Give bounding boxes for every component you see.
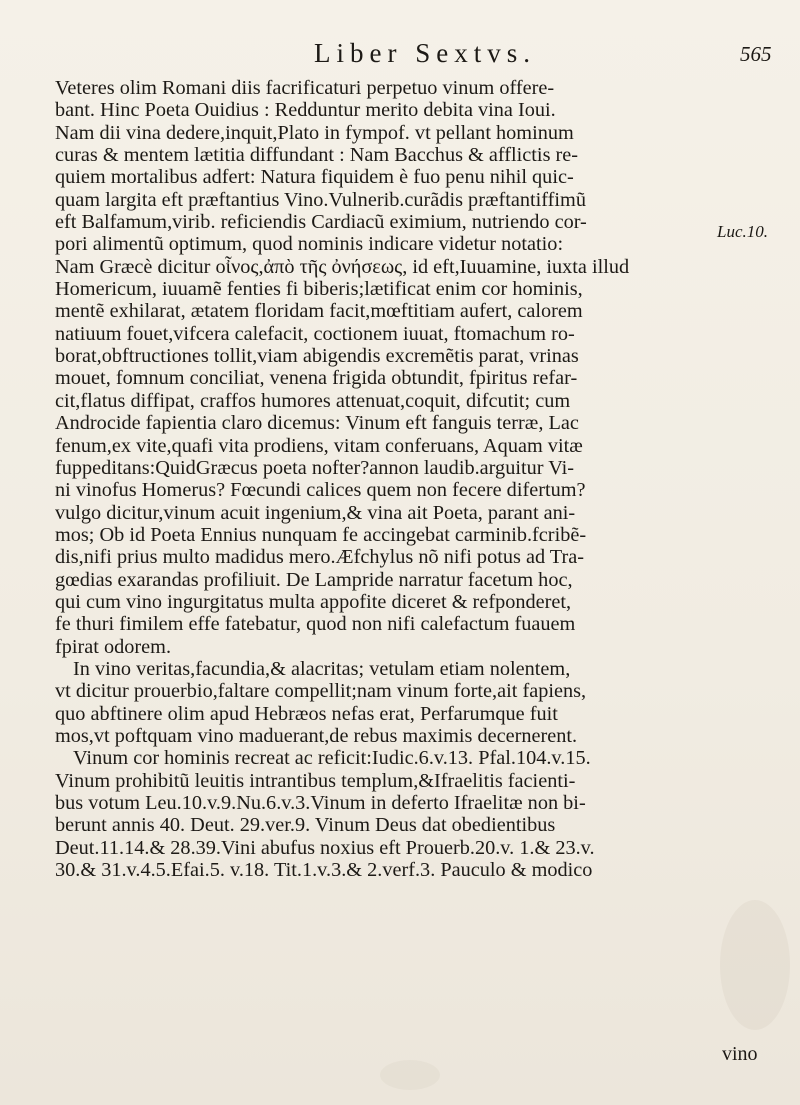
text-line: Vinum prohibitũ leuitis intrantibus templum,&Ifraelitis facienti-	[55, 769, 576, 792]
paper-stain	[380, 1060, 440, 1090]
paper-stain	[720, 900, 790, 1030]
body-text	[55, 77, 755, 881]
running-title: Liber Sextvs.	[314, 38, 536, 68]
text-line: Nam Græcè dicitur οἶνος,ἀπὸ τῆς ὀνήσεως, id eft,Iuuamine, iuxta illud	[55, 255, 630, 278]
text-line: vulgo dicitur,vinum acuit ingenium,& vina ait Poeta, parant ani-	[55, 501, 576, 524]
text-line: fpirat odorem.	[55, 635, 172, 658]
catchword: vino	[722, 1043, 758, 1065]
text-line: fenum,ex vite,quafi vita prodiens, vitam conferuans, Aquam vitæ	[55, 434, 583, 457]
text-line: mos; Ob id Poeta Ennius nunquam fe accingebat carminib.fcribẽ-	[55, 523, 587, 546]
text-line: Veteres olim Romani diis facrificaturi perpetuo vinum offere-	[55, 77, 555, 99]
page-number: 565	[740, 42, 772, 66]
text-line: quiem mortalibus adfert: Natura fiquidem è fuo penu nihil quic-	[55, 166, 574, 189]
text-line: Androcide fapientia claro dicemus: Vinum eft fanguis terræ, Lac	[55, 412, 579, 435]
text-line: Vinum cor hominis recreat ac reficit:Iudic.6.v.13. Pfal.104.v.15.	[73, 747, 591, 770]
text-line: ni vinofus Homerus? Fœcundi calices quem non fecere difertum?	[55, 479, 586, 502]
text-line: bant. Hinc Poeta Ouidius : Redduntur merito debita vina Ioui.	[55, 99, 556, 122]
text-line: In vino veritas,facundia,& alacritas; vetulam etiam nolentem,	[73, 657, 571, 680]
text-line: dis,nifi prius multo madidus mero.Æfchylus nõ nifi potus ad Tra-	[55, 546, 584, 569]
text-line: Homericum, iuuamẽ fenties fi biberis;lætificat enim cor hominis,	[55, 278, 583, 301]
text-line: curas & mentem lætitia diffundant : Nam Bacchus & afflictis re-	[55, 144, 579, 167]
text-line: pori alimentũ optimum, quod nominis indicare videtur notatio:	[55, 233, 564, 256]
text-line: borat,obftructiones tollit,viam abigendis excremẽtis parat, vrinas	[55, 345, 579, 368]
text-line: quam largita eft præftantius Vino.Vulnerib.curãdis præftantiffimũ	[55, 188, 586, 211]
text-line: gœdias exarandas profiliuit. De Lampride narratur facetum hoc,	[55, 568, 573, 591]
text-line: fe thuri fimilem effe fatebatur, quod non nifi calefactum fuauem	[55, 613, 576, 636]
text-line: 30.& 31.v.4.5.Efai.5. v.18. Tit.1.v.3.& 2.verf.3. Pauculo & modico	[55, 859, 593, 882]
text-line: bus votum Leu.10.v.9.Nu.6.v.3.Vinum in deferto Ifraelitæ non bi-	[55, 792, 586, 814]
text-line: Nam dii vina dedere,inquit,Plato in fympof. vt pellant hominum	[55, 121, 574, 144]
text-line: fuppeditans:QuidGræcus poeta nofter?annon laudib.arguitur Vi-	[55, 456, 575, 479]
text-line: quo abftinere olim apud Hebræos nefas erat, Perfarumque fuit	[55, 702, 558, 725]
text-line: mentẽ exhilarat, ætatem floridam facit,mœftitiam aufert, calorem	[55, 300, 583, 323]
text-line: natiuum fouet,vifcera calefacit, coctionem iuuat, ftomachum ro-	[55, 322, 575, 345]
text-line: vt dicitur prouerbio,faltare compellit;nam vinum forte,ait fapiens,	[55, 680, 587, 703]
text-line: Deut.11.14.& 28.39.Vini abufus noxius eft Prouerb.20.v. 1.& 23.v.	[55, 836, 595, 859]
text-line: berunt annis 40. Deut. 29.ver.9. Vinum Deus dat obedientibus	[55, 814, 556, 837]
text-line: mos,vt poftquam vino maduerant,de rebus maximis decernerent.	[55, 724, 578, 747]
running-head	[0, 38, 800, 78]
text-line: mouet, fomnum conciliat, venena frigida obtundit, fpiritus refar-	[55, 367, 578, 390]
text-line: eft Balfamum,virib. reficiendis Cardiacũ eximium, nutriendo cor-	[55, 211, 587, 234]
text-line: cit,flatus diffipat, craffos humores attenuat,coquit, difcutit; cum	[55, 389, 571, 412]
margin-note: Luc.10.	[717, 222, 768, 241]
text-line: qui cum vino ingurgitatus multa appofite diceret & refponderet,	[55, 590, 572, 613]
